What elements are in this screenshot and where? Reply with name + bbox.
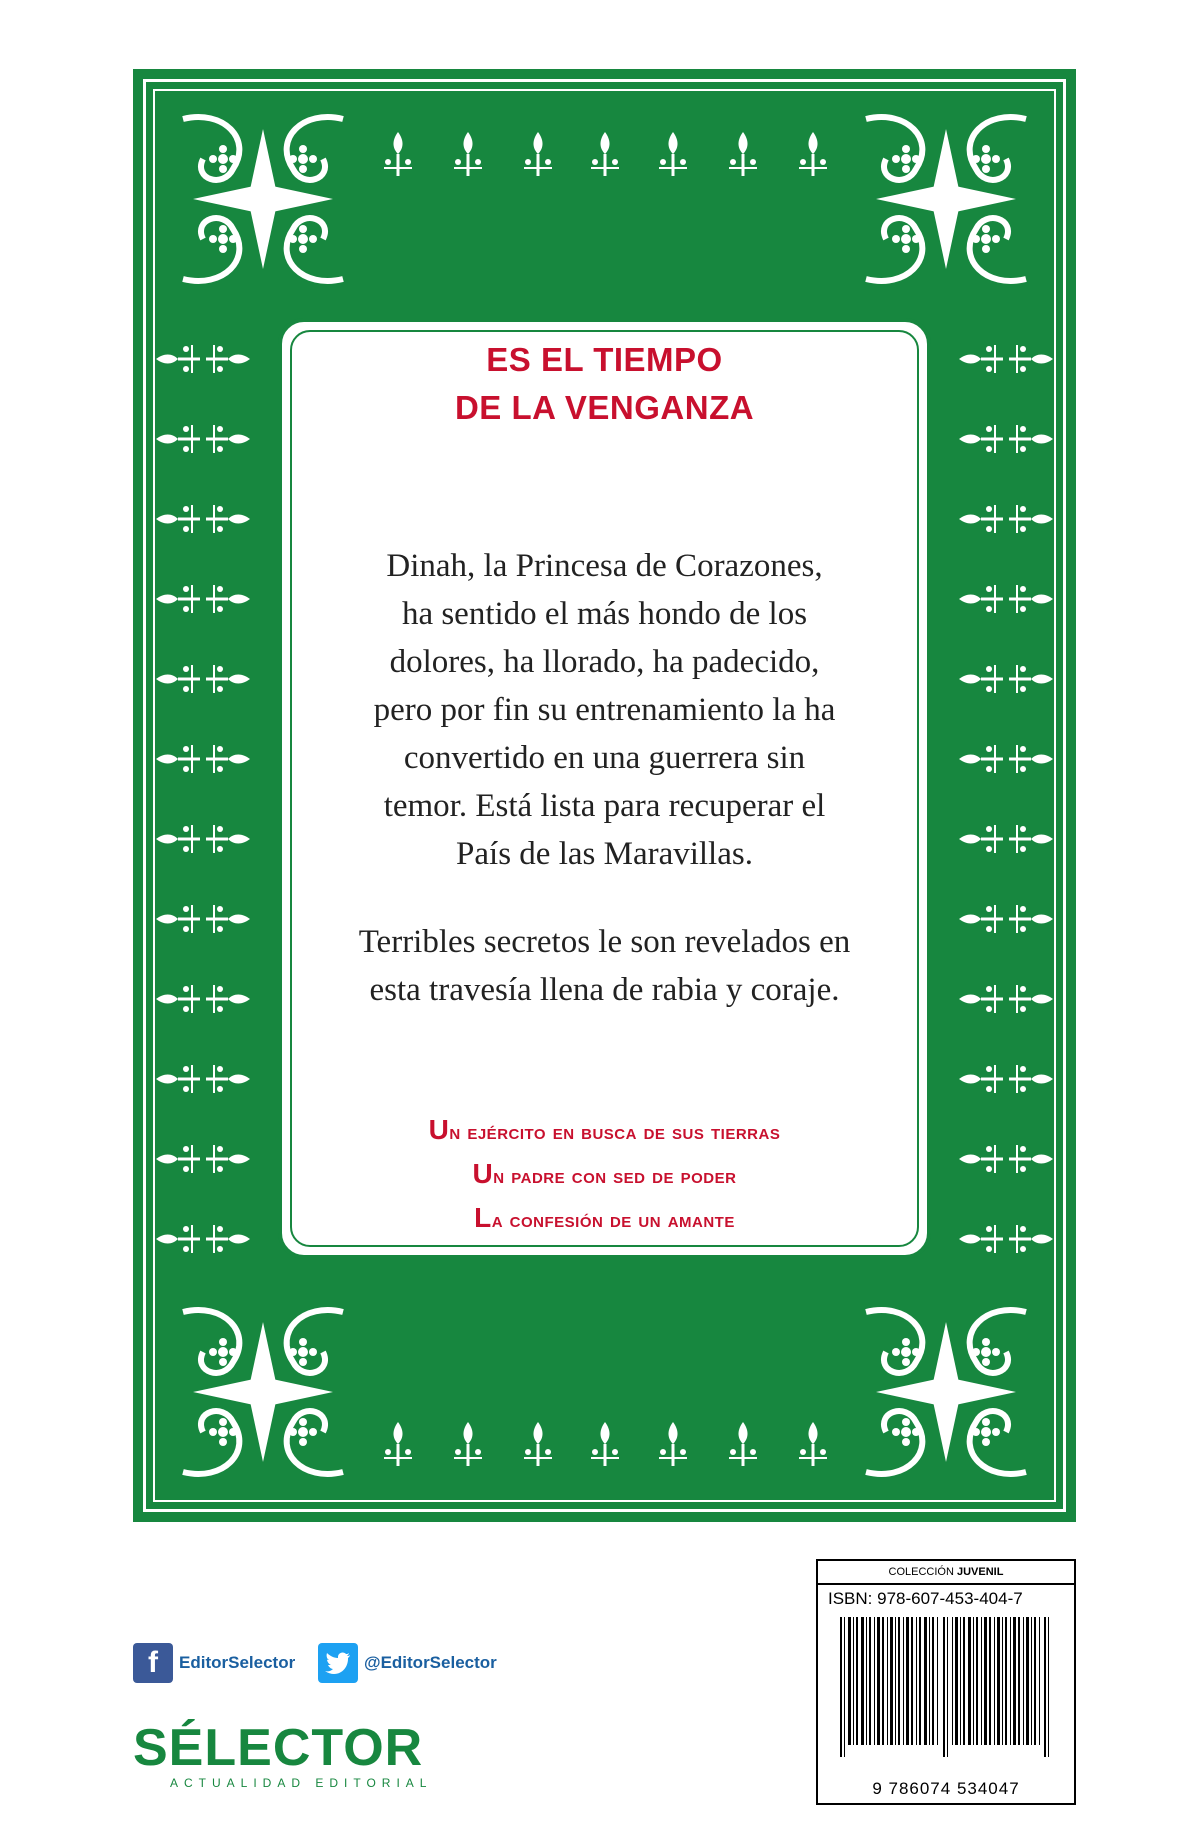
tagline-3: La confesión de un amante: [474, 1202, 735, 1233]
twitter-label: @EditorSelector: [364, 1653, 497, 1672]
text-panel: [278, 318, 931, 1259]
collection-name: JUVENIL: [957, 1566, 1004, 1578]
facebook-icon: f: [133, 1643, 173, 1683]
publisher-logo: SÉLECTOR: [133, 1719, 424, 1777]
synopsis-paragraph-1: [322, 542, 887, 878]
synopsis-line: ha sentido el más hondo de los: [401, 596, 808, 632]
isbn-box: [816, 1559, 1076, 1805]
tagline-2: Un padre con sed de poder: [472, 1158, 737, 1189]
barcode: [828, 1617, 1064, 1777]
collection-label: [818, 1561, 1074, 1585]
synopsis-line: Terribles secretos le son revelados en: [358, 924, 851, 960]
isbn-number: ISBN: 978-607-453-404-7: [828, 1589, 1023, 1608]
tagline-1: Un ejército en busca de sus tierras: [428, 1114, 781, 1145]
synopsis-line: temor. Está lista para recuperar el: [383, 788, 826, 824]
synopsis-line: convertido en una guerrera sin: [403, 740, 806, 776]
twitter-link[interactable]: [318, 1643, 497, 1683]
synopsis-line: País de las Maravillas.: [456, 836, 753, 872]
headline-line-2: DE LA VENGANZA: [454, 389, 755, 426]
publisher-subtitle: ACTUALIDAD EDITORIAL: [170, 1776, 433, 1790]
headline-line-1: ES EL TIEMPO: [486, 341, 723, 378]
synopsis-line: esta travesía llena de rabia y coraje.: [369, 972, 840, 1008]
twitter-icon: [318, 1643, 358, 1683]
synopsis-paragraph-2: [322, 918, 887, 1014]
synopsis-line: Dinah, la Princesa de Corazones,: [386, 548, 823, 584]
synopsis-line: dolores, ha llorado, ha padecido,: [389, 644, 820, 680]
facebook-label: EditorSelector: [179, 1653, 296, 1672]
facebook-link[interactable]: [133, 1643, 295, 1683]
collection-prefix: COLECCIÓN: [888, 1566, 954, 1578]
synopsis-line: pero por fin su entrenamiento la ha: [373, 692, 836, 728]
barcode-number: 9 786074 534047: [872, 1779, 1020, 1798]
